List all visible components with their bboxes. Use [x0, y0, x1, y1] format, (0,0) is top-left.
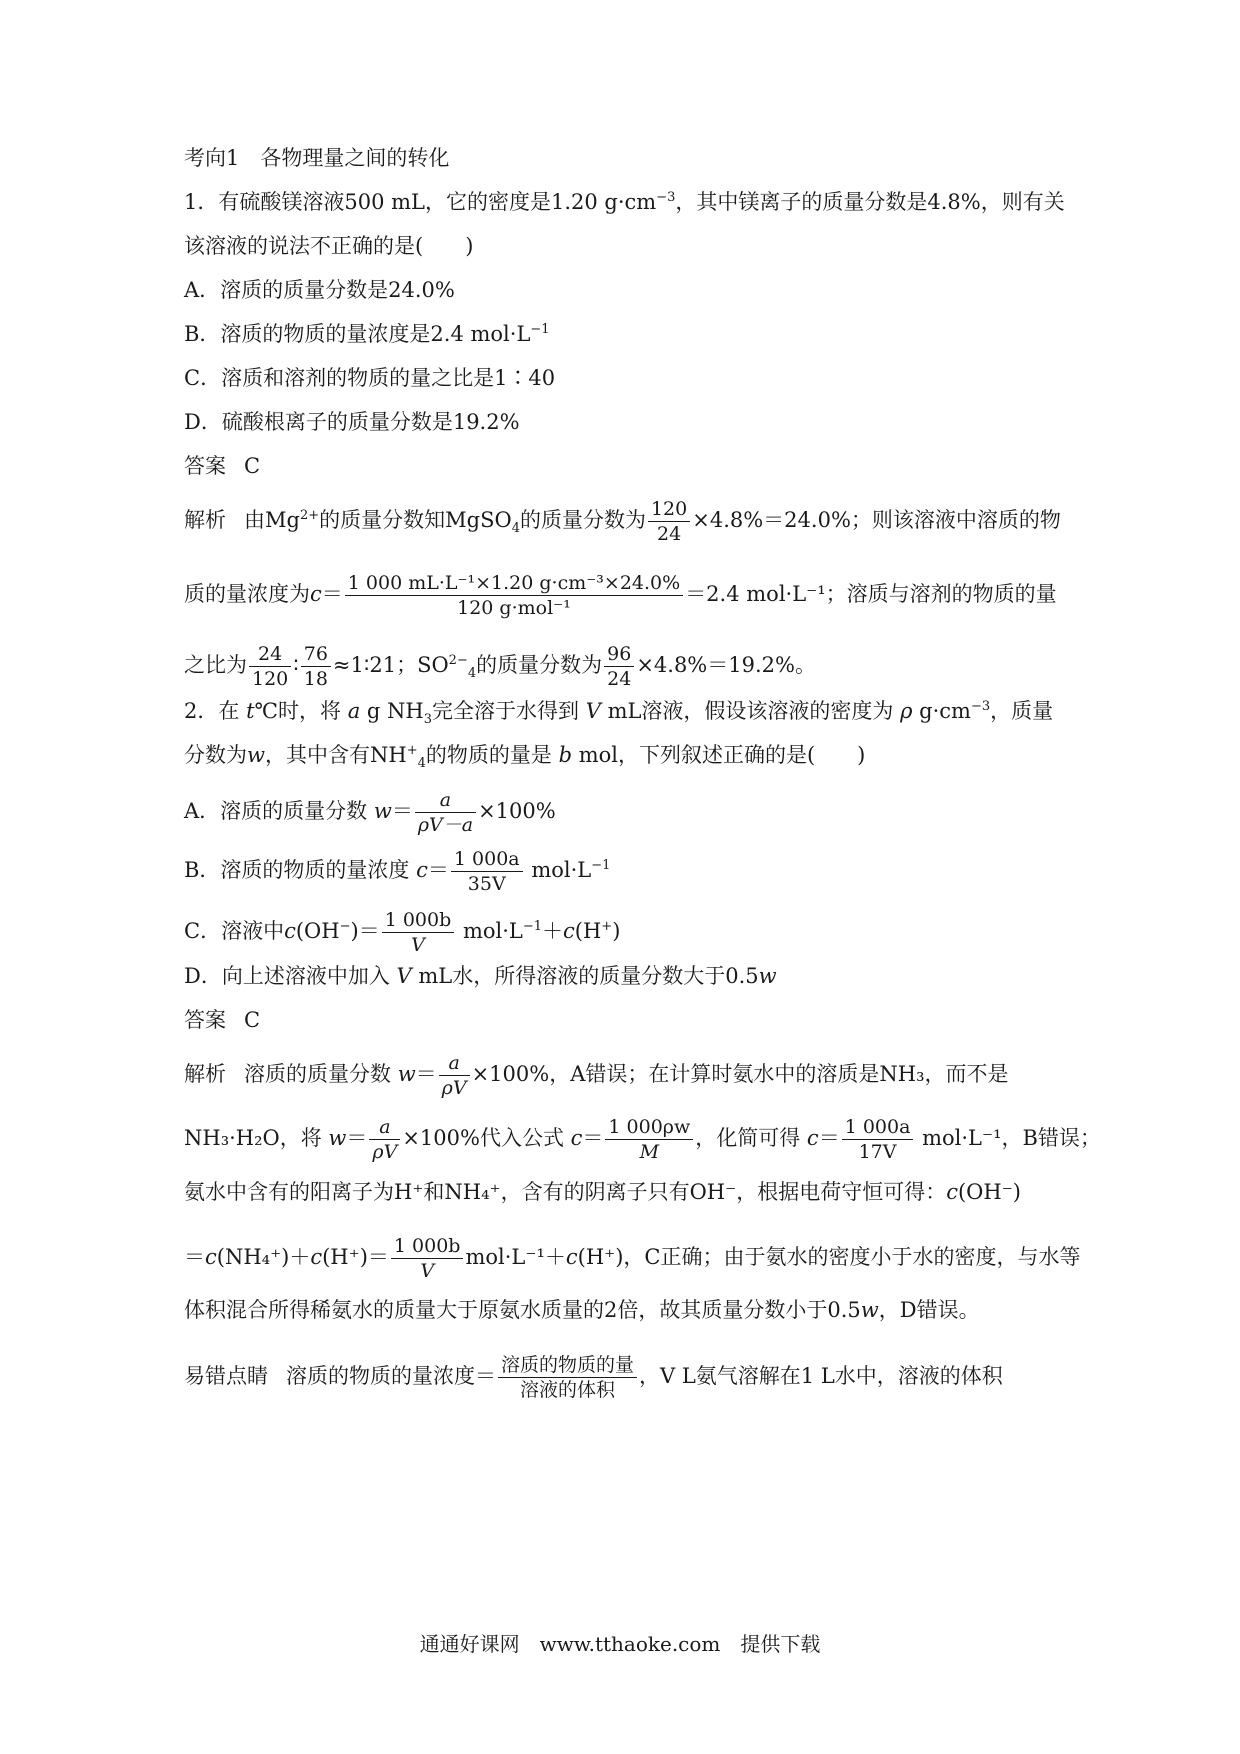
q2-s1-f: ，质量: [990, 699, 1054, 723]
tip-label: 易错点睛: [184, 1364, 268, 1388]
q2-b4-pre: ＝: [184, 1245, 205, 1269]
q1-a3-fraction1: [249, 643, 291, 690]
q1-a2-pre: 质的量浓度为: [184, 582, 310, 606]
q2-optB-c: c: [416, 858, 428, 882]
q2-optC-h: (H: [574, 919, 602, 943]
q2-optC-pre: C．溶液中: [184, 919, 285, 943]
q2-b2-num3: 1 000a: [842, 1116, 914, 1140]
q1-stem-text: 1．有硫酸镁溶液500 mL，它的密度是1.20 g·cm: [184, 190, 657, 214]
q2-s2-w: w: [247, 743, 265, 767]
q2-b2-fraction3: [842, 1116, 914, 1163]
q2-analysis-line2: [184, 1116, 1101, 1163]
q1-a3-f3-den: 24: [607, 668, 632, 690]
q1-a3-fraction3: [604, 643, 634, 690]
q1-a3-pre: 之比为: [184, 653, 247, 677]
q2-b3-tail: (OH⁻): [957, 1180, 1021, 1204]
tip-num: 溶质的物质的量: [498, 1354, 637, 1378]
q2-optC-close: ): [612, 919, 621, 943]
q2-answer-label: 答案: [184, 1008, 226, 1032]
q1-analysis-line1: [184, 498, 1064, 545]
q2-b2-pre: NH₃·H₂O，将: [184, 1126, 322, 1150]
q1-option-a: A．溶质的质量分数是24.0%: [184, 278, 455, 302]
q2-optC-c: c: [284, 919, 296, 943]
q2-b5-w: w: [860, 1298, 879, 1322]
q2-optC-eq: )＝: [350, 919, 380, 943]
q2-s2-pre: 分数为: [184, 743, 247, 767]
q2-b2-den2: M: [639, 1141, 660, 1163]
q1-a1-mid2: 的质量分数为: [519, 508, 646, 532]
q2-optC-den: V: [411, 934, 425, 956]
q2-b1-pre: 溶质的质量分数: [244, 1062, 391, 1086]
q1-a1-pre: 由Mg: [244, 508, 300, 532]
q2-s1-a: ℃时，将: [254, 699, 342, 723]
q1-a2-tail: ＝2.4 mol·L⁻¹；溶质与溶剂的物质的量: [685, 582, 1057, 606]
q2-s2-bv: b: [558, 743, 573, 767]
q2-optB-sup: −1: [591, 858, 611, 873]
q2-b1-w: w: [397, 1062, 416, 1086]
q1-stem-sup: −3: [656, 190, 676, 205]
q2-optC-fraction: [382, 909, 455, 956]
q1-a2-c: c: [310, 582, 322, 606]
q2-b4-b: (H⁺)＝: [322, 1245, 389, 1269]
q2-s2-c: mol，下列叙述正确的是( ): [578, 743, 866, 767]
q2-s2-b: 的物质的量是: [425, 743, 552, 767]
q2-s2-sub: 4: [417, 756, 426, 772]
q2-s1-sub3: 3: [423, 712, 433, 728]
tip-pre: 溶质的物质的量浓度＝: [286, 1364, 496, 1388]
q1-option-c: C．溶质和溶剂的物质的量之比是1∶40: [184, 366, 556, 390]
q1-option-b-text: B．溶质的物质的量浓度是2.4 mol·L: [184, 322, 531, 346]
q2-optA-num: a: [415, 789, 476, 813]
q1-a3-mid2: 的质量分数为: [476, 653, 603, 677]
q2-b4-mid: mol·L⁻¹＋: [465, 1245, 566, 1269]
q2-optA-w: w: [373, 799, 392, 823]
q2-optC-c2: c: [563, 919, 575, 943]
q2-optC-oh-sup: −: [339, 919, 351, 934]
q2-b2-eq2: ＝: [582, 1126, 604, 1150]
q1-a3-colon: ∶: [293, 653, 299, 677]
q2-optC-h-sup: +: [601, 919, 613, 934]
q2-b4-c: c: [205, 1245, 217, 1269]
q2-b2-den3: 17V: [858, 1141, 897, 1163]
section-title: 考向1 各物理量之间的转化: [184, 146, 450, 170]
q1-stem-line1: [184, 187, 1064, 217]
q1-answer-value: C: [244, 454, 261, 478]
q2-answer: [184, 1005, 1064, 1035]
q2-s1-ag: a: [347, 699, 361, 723]
q2-optC-oh: (OH: [295, 919, 340, 943]
q2-analysis-line3: [184, 1177, 1064, 1207]
q2-analysis-label: 解析: [184, 1062, 226, 1086]
q1-a1-fraction-den: 24: [657, 523, 682, 545]
q2-optC-tail: mol·L: [462, 919, 523, 943]
tip-tail: ，V L氨气溶解在1 L水中，溶液的体积: [639, 1364, 1003, 1388]
q1-a3-f1-den: 120: [252, 668, 289, 690]
q1-a2-fraction: [345, 572, 683, 619]
q2-b2-num1: a: [369, 1116, 400, 1140]
q1-a1-mid: 的质量分数知MgSO: [319, 508, 512, 532]
q2-stem-line2: [184, 740, 1064, 770]
q2-b5-tail: ，D错误。: [878, 1298, 980, 1322]
q2-optD-V: V: [396, 964, 412, 988]
q2-optD-pre: D．向上述溶液中加入: [184, 964, 390, 988]
q2-optA-pre: A．溶质的质量分数: [184, 799, 368, 823]
q2-optB-pre: B．溶质的物质的量浓度: [184, 858, 410, 882]
q2-b2-den1: ρV: [372, 1141, 398, 1163]
q1-analysis-line3: [184, 643, 1064, 690]
q2-b2-fraction2: [605, 1116, 693, 1163]
q1-a1-fraction-num: 120: [648, 498, 690, 522]
q2-option-c: [184, 909, 1064, 956]
q1-a1-fraction: [648, 498, 690, 545]
q1-option-b-sup: −1: [530, 322, 550, 337]
q2-s1-sup: −3: [970, 699, 991, 714]
q2-optB-fraction: [451, 848, 523, 895]
q2-s2-a: ，其中含有NH: [264, 743, 407, 767]
q1-answer-label: 答案: [184, 454, 226, 478]
q1-a2-fraction-num: 1 000 mL·L⁻¹×1.20 g·cm⁻³×24.0%: [345, 572, 683, 596]
q2-option-d: [184, 961, 1064, 991]
q2-optA-tail: ×100%: [478, 799, 556, 823]
q2-answer-value: C: [244, 1008, 261, 1032]
q2-analysis-line1: [184, 1052, 1064, 1099]
q2-b2-w: w: [328, 1126, 347, 1150]
q2-optA-fraction: [415, 789, 476, 836]
q2-s1-pre: 2．在: [184, 699, 240, 723]
q2-analysis-line4: [184, 1235, 1081, 1282]
q2-optB-eq: ＝: [427, 858, 449, 882]
q2-analysis-line5: [184, 1295, 1064, 1325]
q2-s1-d: mL溶液，假设该溶液的密度为: [607, 699, 894, 723]
q2-b4-c2: c: [310, 1245, 323, 1269]
q2-s2-sup: +: [406, 743, 418, 758]
q1-a3-fraction2: [301, 643, 331, 690]
q2-b2-mid: ×100%代入公式: [402, 1126, 564, 1150]
q2-s1-e: g·cm: [919, 699, 971, 723]
q2-b2-fraction1: [369, 1116, 400, 1163]
q2-b3-text: 氨水中含有的阳离子为H⁺和NH₄⁺，含有的阴离子只有OH⁻，根据电荷守恒可得：: [184, 1180, 947, 1204]
q1-a1-sub: 4: [511, 521, 520, 537]
tip-den: 溶液的体积: [520, 1379, 616, 1401]
q2-optC-tail2: ＋: [542, 919, 564, 943]
q2-b4-c3: c: [565, 1245, 578, 1269]
q1-stem-line2: 该溶液的说法不正确的是( ): [184, 234, 474, 258]
q1-a3-f3-num: 96: [604, 643, 634, 667]
q2-s1-V: V: [585, 699, 601, 723]
q1-a2-fraction-den: 120 g·mol⁻¹: [457, 597, 571, 619]
q1-a3-mid: ≈1∶21；SO: [332, 653, 449, 677]
q2-b2-mid2: ，化简可得: [695, 1126, 801, 1150]
q2-b1-fraction: [439, 1052, 470, 1099]
q2-optB-tail: mol·L: [531, 858, 592, 882]
q2-optD-mid: mL水，所得溶液的质量分数大于0.5: [418, 964, 759, 988]
q2-option-a: [184, 789, 1064, 836]
q2-b4-tail: (H⁺)，C正确；由于氨水的密度小于水的密度，与水等: [577, 1245, 1081, 1269]
q1-a3-tail: ×4.8%＝19.2%。: [636, 653, 816, 677]
q2-b2-num2: 1 000ρw: [605, 1116, 693, 1140]
q1-a2-eq: ＝: [321, 582, 343, 606]
q2-stem-line1: [184, 696, 1064, 726]
q1-a3-f2-num: 76: [301, 643, 331, 667]
q2-b1-num: a: [439, 1052, 470, 1076]
q1-a3-sup: 2−: [448, 653, 468, 668]
q2-b3-c: c: [946, 1180, 958, 1204]
q2-b1-den: ρV: [441, 1077, 467, 1099]
q1-analysis-line2: [184, 572, 1064, 619]
q1-a1-sup: 2+: [299, 508, 320, 523]
q2-s1-rho: ρ: [900, 699, 913, 723]
q2-optB-num: 1 000a: [451, 848, 523, 872]
q2-optC-num: 1 000b: [382, 909, 455, 933]
q2-optA-eq: ＝: [391, 799, 413, 823]
q2-s1-c: 完全溶于水得到: [432, 699, 580, 723]
q2-b2-tail: mol·L⁻¹，B错误；: [922, 1126, 1101, 1150]
tip-line: [184, 1354, 1064, 1401]
q1-analysis-label: 解析: [184, 508, 226, 532]
q2-b4-a: (NH₄⁺)＋: [216, 1245, 311, 1269]
q1-a3-f2-den: 18: [303, 668, 328, 690]
q2-b2-eq3: ＝: [818, 1126, 840, 1150]
q1-answer: [184, 451, 1064, 481]
q1-option-b: [184, 319, 1064, 349]
page-footer: 通通好课网 www.tthaoke.com 提供下载: [419, 1632, 821, 1656]
tip-fraction: [498, 1354, 637, 1401]
q2-optC-sup: −1: [522, 919, 543, 934]
q2-b1-tail: ×100%，A错误；在计算时氨水中的溶质是NH₃，而不是: [471, 1062, 1009, 1086]
q2-b1-eq: ＝: [415, 1062, 437, 1086]
q2-optD-w: w: [758, 964, 777, 988]
q2-b2-c: c: [570, 1126, 583, 1150]
q1-a3-f1-num: 24: [249, 643, 291, 667]
q2-optA-den: ρV－a: [417, 814, 474, 836]
q1-option-d: D．硫酸根离子的质量分数是19.2%: [184, 410, 520, 434]
q2-b4-num: 1 000b: [391, 1235, 464, 1259]
q2-b4-den: V: [420, 1260, 435, 1282]
q2-b4-fraction: [391, 1235, 464, 1282]
q1-a3-sub: 4: [467, 666, 477, 682]
q1-stem-tail: ，其中镁离子的质量分数是4.8%，则有关: [675, 190, 1065, 214]
q2-s1-b: g NH: [366, 699, 424, 723]
q1-a1-tail: ×4.8%＝24.0%；则该溶液中溶质的物: [692, 508, 1061, 532]
q2-b2-c2: c: [806, 1126, 819, 1150]
q2-option-b: [184, 848, 1064, 895]
q2-b2-eq: ＝: [346, 1126, 368, 1150]
q2-s1-t: t: [246, 699, 255, 723]
q2-b5-pre: 体积混合所得稀氨水的质量大于原氨水质量的2倍，故其质量分数小于0.5: [184, 1298, 861, 1322]
q2-optB-den: 35V: [467, 873, 506, 895]
